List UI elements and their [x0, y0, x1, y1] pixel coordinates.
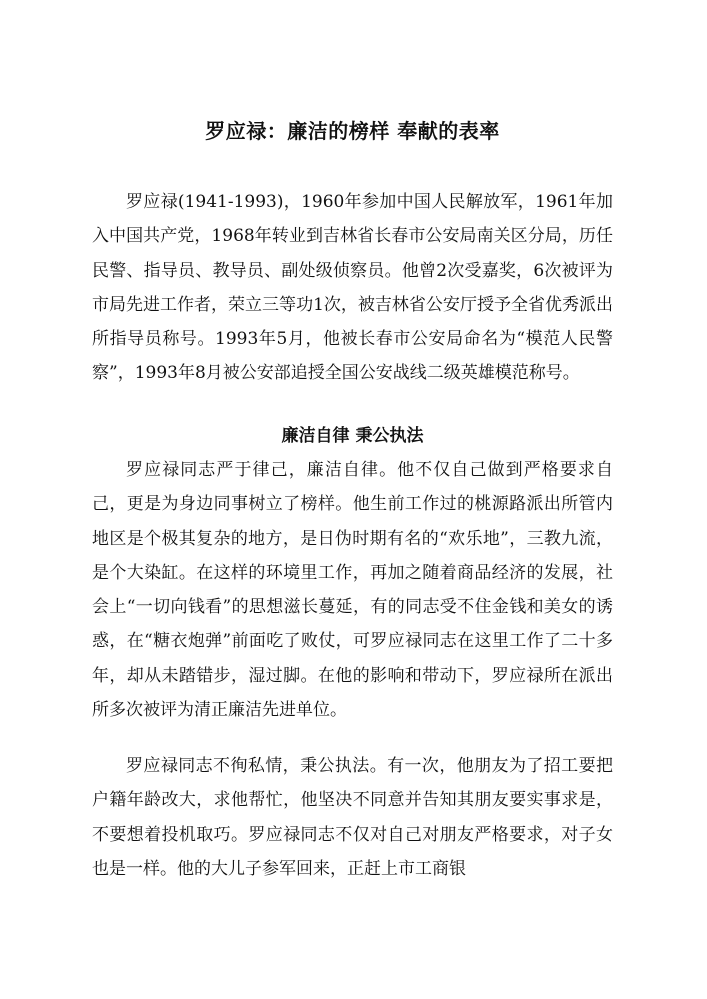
page-title: 罗应禄：廉洁的榜样 奉献的表率 [205, 119, 500, 143]
section-heading: 廉洁自律 秉公执法 [281, 426, 424, 446]
body-paragraph-2: 罗应禄同志不徇私情，秉公执法。有一次，他朋友为了招工要把户籍年龄改大，求他帮忙，他坚决不同意并告知其朋友要实事求是，不要想着投机取巧。罗应禄同志不仅对自己对朋友严格要求，对子女也是一样。他的大儿子参军回来，正赶上市工商银 [92, 756, 613, 879]
body-paragraph-1: 罗应禄同志严于律己，廉洁自律。他不仅自己做到严格要求自己，更是为身边同事树立了榜样。他生前工作过的桃源路派出所管内地区是个极其复杂的地方，是日伪时期有名的“欢乐地”，三教九流，是个大染缸。在这样的环境里工作，再加之随着商品经济的发展，社会上“一切向钱看”的思想滋长蔓延，有的同志受不住金钱和美女的诱惑，在“糖衣炮弹”前面吃了败仗，可罗应禄同志在这里工作了二十多年，却从未踏错步，湿过脚。在他的影响和带动下，罗应禄所在派出所多次被评为清正廉洁先进单位。 [92, 460, 613, 721]
intro-paragraph: 罗应禄(1941-1993)，1960年参加中国人民解放军，1961年加入中国共产党，1968年转业到吉林省长春市公安局南关区分局，历任民警、指导员、教导员、副处级侦察员。他曾2次受嘉奖，6次被评为市局先进工作者，荣立三等功1次，被吉林省公安厅授予全省优秀派出所指导员称号。1993年5月，他被长春市公安局命名为“模范人民警察”，1993年8月被公安部追授全国公安战线二级英雄模范称号。 [92, 192, 613, 384]
